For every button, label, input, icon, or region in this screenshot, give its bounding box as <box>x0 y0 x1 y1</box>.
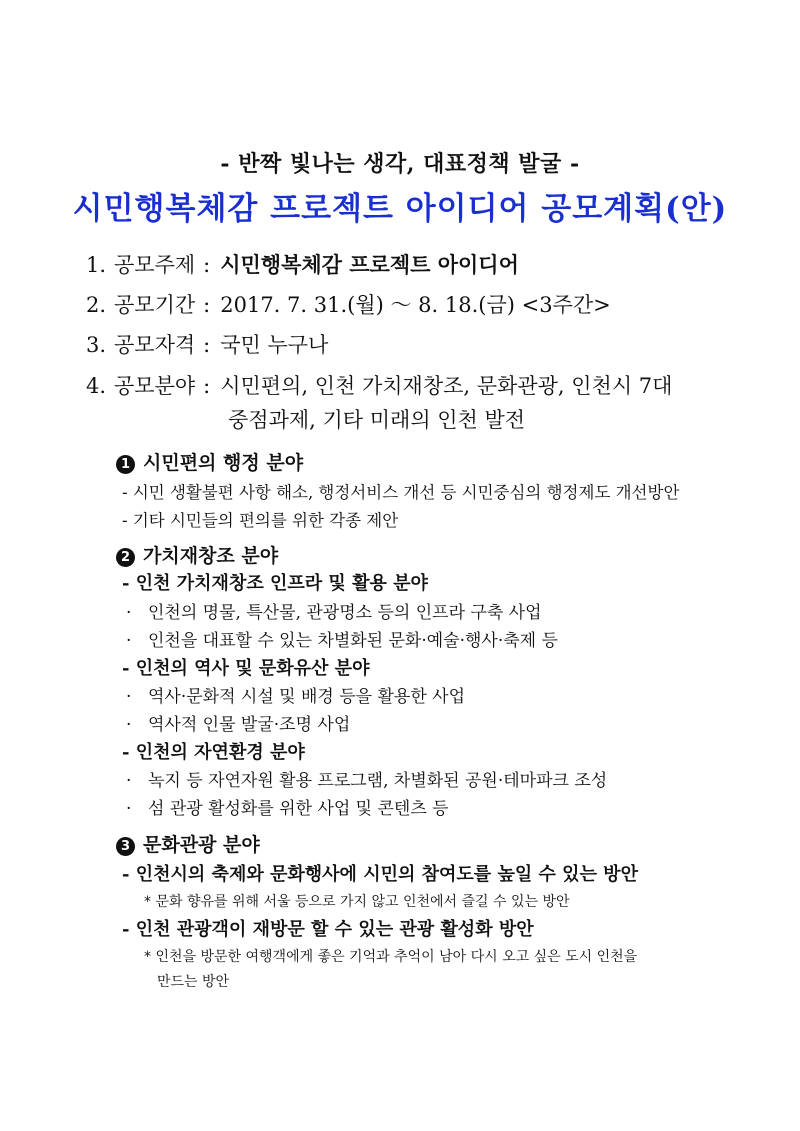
subtitle: - 반짝 빛나는 생각, 대표정책 발굴 - <box>220 151 580 177</box>
item-period <box>86 289 611 319</box>
number-circle-icon: 1 <box>116 455 135 474</box>
item-label: 공모주제 <box>114 253 196 277</box>
item-value: 시민편의, 인천 가치재창조, 문화관광, 인천시 7대 <box>220 374 673 398</box>
section-heading <box>116 830 260 857</box>
item-number: 4. <box>86 374 107 398</box>
item-colon: : <box>203 293 211 317</box>
bullet-item: · 인천의 명물, 특산물, 관광명소 등의 인프라 구축 사업 <box>126 603 542 623</box>
section-title: 시민편의 행정 분야 <box>143 452 304 474</box>
bullet-item: · 섬 관광 활성화를 위한 사업 및 콘텐츠 등 <box>126 799 449 819</box>
item-label: 공모기간 <box>114 293 196 317</box>
note: * 문화 향유를 위해 서울 등으로 가지 않고 인천에서 즐길 수 있는 방안 <box>144 894 570 910</box>
subsection-heading: - 인천의 역사 및 문화유산 분야 <box>122 658 370 679</box>
item-fields <box>86 370 672 400</box>
item-label: 공모자격 <box>114 333 196 357</box>
list-item: - 시민 생활불편 사항 해소, 행정서비스 개선 등 시민중심의 행정제도 개선방안 <box>122 483 680 502</box>
item-value: 시민행복체감 프로젝트 아이디어 <box>220 252 519 277</box>
item-eligibility <box>86 329 328 359</box>
subsection-heading: - 인천 관광객이 재방문 할 수 있는 관광 활성화 방안 <box>122 919 534 940</box>
item-value: 국민 누구나 <box>220 333 329 357</box>
item-colon: : <box>203 253 211 277</box>
item-colon: : <box>203 333 211 357</box>
subsection-heading: - 인천시의 축제와 문화행사에 시민의 참여도를 높일 수 있는 방안 <box>122 864 638 885</box>
section-title: 가치재창조 분야 <box>143 545 279 567</box>
number-circle-icon: 3 <box>116 837 135 856</box>
section-title: 문화관광 분야 <box>143 834 260 856</box>
bullet-item: · 역사적 인물 발굴·조명 사업 <box>126 715 351 735</box>
item-number: 1. <box>86 253 107 277</box>
section-heading <box>116 448 303 475</box>
bullet-item: · 녹지 등 자연자원 활용 프로그램, 차별화된 공원·테마파크 조성 <box>126 771 608 791</box>
item-topic <box>86 249 519 279</box>
subsection-heading: - 인천 가치재창조 인프라 및 활용 분야 <box>122 573 428 594</box>
note: * 인천을 방문한 여행객에게 좋은 기억과 추억이 남아 다시 오고 싶은 도시 인천을 <box>144 949 638 965</box>
bullet-item: · 인천을 대표할 수 있는 차별화된 문화·예술·행사·축제 등 <box>126 631 558 651</box>
item-value: 2017. 7. 31.(월) ～ 8. 18.(금) <3주간> <box>220 293 611 317</box>
item-number: 2. <box>86 293 107 317</box>
document-title: 시민행복체감 프로젝트 아이디어 공모계획(안) <box>72 191 728 227</box>
list-item: - 기타 시민들의 편의를 위한 각종 제안 <box>122 511 399 530</box>
item-number: 3. <box>86 333 107 357</box>
item-label: 공모분야 <box>114 374 196 398</box>
note-continued: 만드는 방안 <box>157 974 230 990</box>
item-value-continued: 중점과제, 기타 미래의 인천 발전 <box>228 408 526 432</box>
subsection-heading: - 인천의 자연환경 분야 <box>122 742 305 763</box>
bullet-item: · 역사·문화적 시설 및 배경 등을 활용한 사업 <box>126 687 466 707</box>
section-heading <box>116 541 278 568</box>
number-circle-icon: 2 <box>116 548 135 567</box>
item-colon: : <box>203 374 211 398</box>
